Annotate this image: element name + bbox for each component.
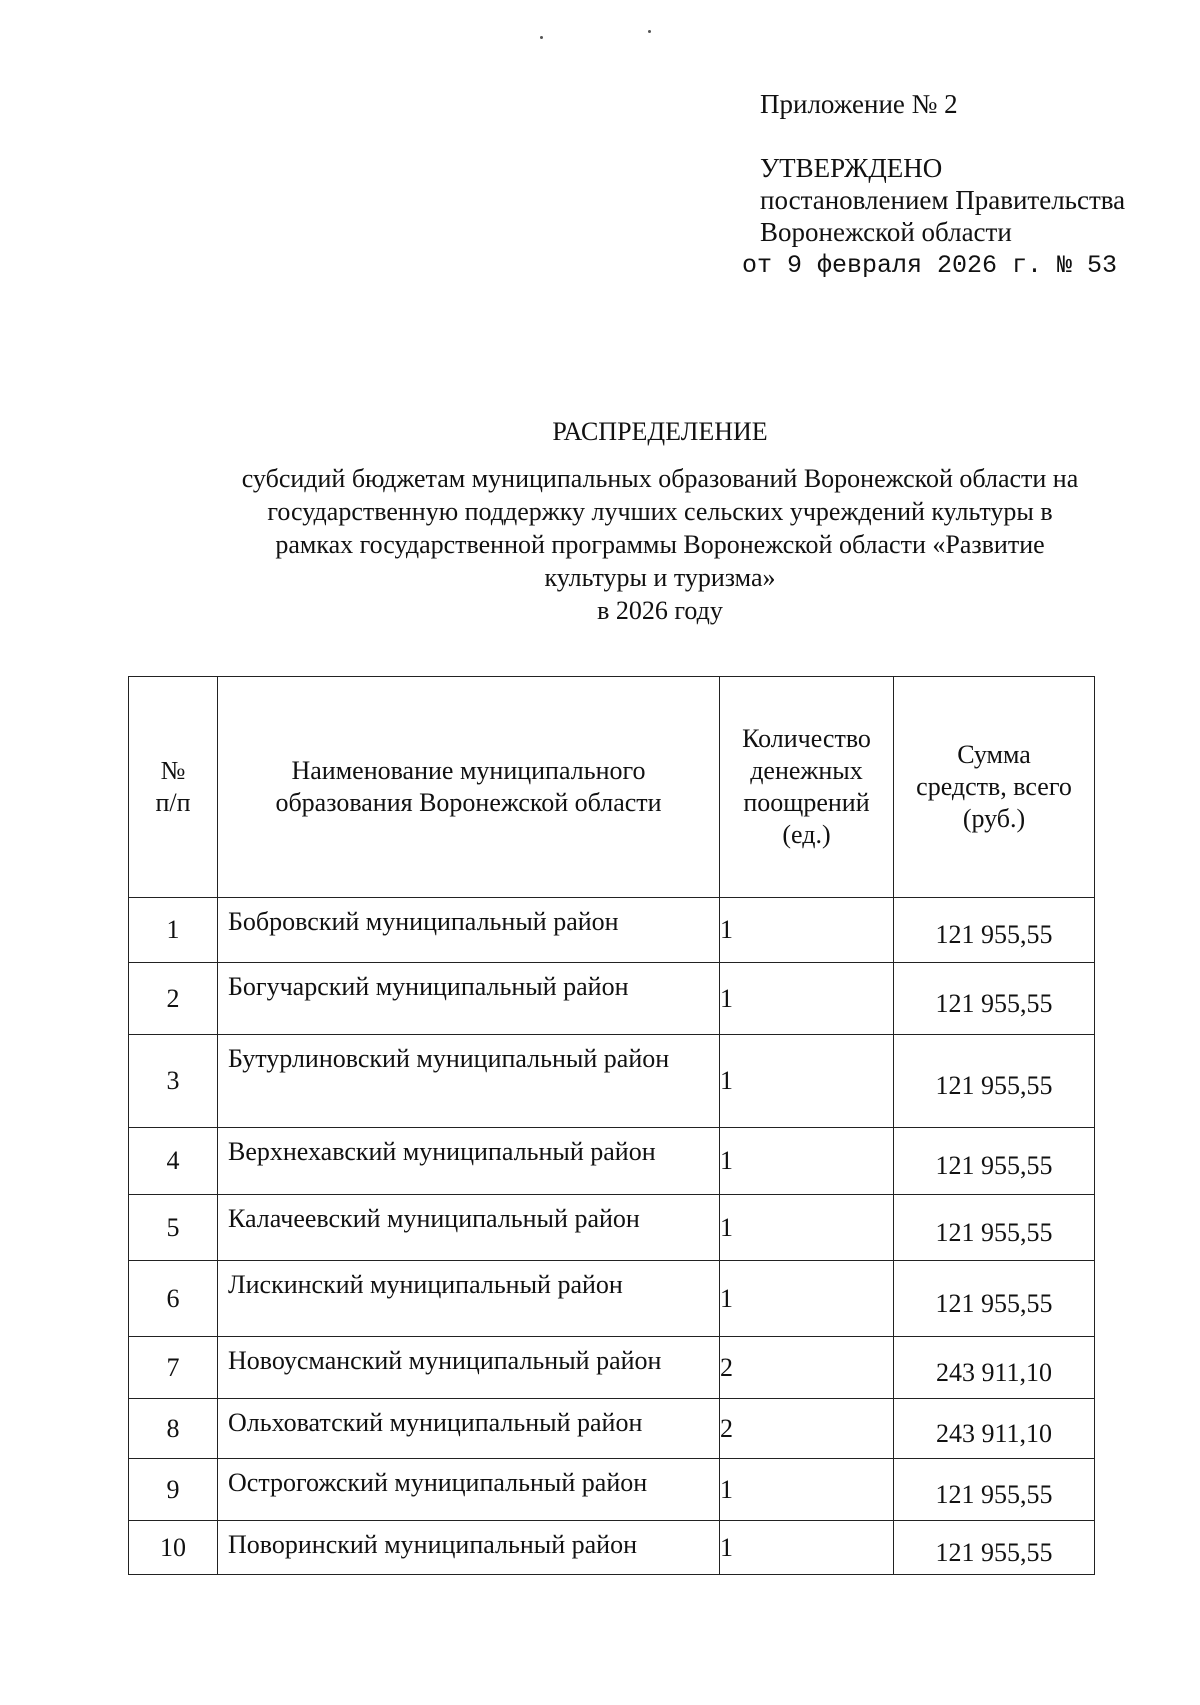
row-award-count: 1	[720, 1521, 894, 1575]
table-row	[129, 1521, 1095, 1575]
title-line: государственную поддержку лучших сельских учреждений культуры в	[267, 497, 1053, 526]
decree-date: от 9 февраля 2026 г. № 53	[742, 251, 1118, 280]
row-municipality-name: Лискинский муниципальный район	[218, 1261, 720, 1337]
row-municipality-name: Ольховатский муниципальный район	[218, 1399, 720, 1459]
row-total-sum: 121 955,55	[894, 1035, 1095, 1128]
row-total-sum: 121 955,55	[894, 963, 1095, 1035]
table-row	[129, 1035, 1095, 1128]
row-number: 3	[129, 1035, 218, 1128]
table-row	[129, 1459, 1095, 1521]
table-row	[129, 963, 1095, 1035]
approved-label: УТВЕРЖДЕНО	[760, 153, 943, 183]
row-total-sum: 121 955,55	[894, 1195, 1095, 1261]
row-number: 5	[129, 1195, 218, 1261]
row-municipality-name: Новоусманский муниципальный район	[218, 1337, 720, 1399]
approved-by-line: постановлением Правительства	[760, 185, 1126, 215]
row-total-sum: 121 955,55	[894, 1261, 1095, 1337]
row-number: 8	[129, 1399, 218, 1459]
table-row	[129, 1195, 1095, 1261]
distribution-table	[128, 676, 1095, 1575]
row-number: 10	[129, 1521, 218, 1575]
row-total-sum: 121 955,55	[894, 1128, 1095, 1195]
row-total-sum: 243 911,10	[894, 1399, 1095, 1459]
row-number: 4	[129, 1128, 218, 1195]
row-award-count: 1	[720, 963, 894, 1035]
approved-by-line: Воронежской области	[760, 217, 1012, 247]
table-header-row	[129, 677, 1095, 898]
row-total-sum: 121 955,55	[894, 1521, 1095, 1575]
title-main: РАСПРЕДЕЛЕНИЕ	[552, 417, 768, 446]
row-number: 6	[129, 1261, 218, 1337]
row-award-count: 1	[720, 1261, 894, 1337]
table-row	[129, 1399, 1095, 1459]
row-municipality-name: Бобровский муниципальный район	[218, 898, 720, 963]
column-header-number: № п/п	[129, 677, 218, 898]
row-total-sum: 121 955,55	[894, 1459, 1095, 1521]
row-award-count: 2	[720, 1399, 894, 1459]
column-header-name: Наименование муниципального образования Воронежской области	[218, 677, 720, 898]
row-award-count: 1	[720, 1195, 894, 1261]
row-award-count: 1	[720, 1035, 894, 1128]
row-total-sum: 121 955,55	[894, 898, 1095, 963]
table-row	[129, 898, 1095, 963]
row-total-sum: 243 911,10	[894, 1337, 1095, 1399]
row-number: 9	[129, 1459, 218, 1521]
table-row	[129, 1337, 1095, 1399]
column-header-sum: Сумма средств, всего (руб.)	[894, 677, 1095, 898]
row-award-count: 2	[720, 1337, 894, 1399]
row-award-count: 1	[720, 1459, 894, 1521]
table-row	[129, 1128, 1095, 1195]
title-line: рамках государственной программы Воронежской области «Развитие	[275, 530, 1045, 559]
scan-speck	[540, 36, 543, 39]
row-municipality-name: Верхнехавский муниципальный район	[218, 1128, 720, 1195]
title-line: культуры и туризма»	[544, 563, 776, 592]
appendix-label: Приложение № 2	[760, 89, 958, 119]
row-number: 7	[129, 1337, 218, 1399]
row-municipality-name: Бутурлиновский муниципальный район	[218, 1035, 720, 1128]
row-municipality-name: Острогожский муниципальный район	[218, 1459, 720, 1521]
row-award-count: 1	[720, 898, 894, 963]
row-number: 2	[129, 963, 218, 1035]
row-award-count: 1	[720, 1128, 894, 1195]
row-number: 1	[129, 898, 218, 963]
row-municipality-name: Богучарский муниципальный район	[218, 963, 720, 1035]
scan-speck	[648, 30, 651, 33]
row-municipality-name: Поворинский муниципальный район	[218, 1521, 720, 1575]
row-municipality-name: Калачеевский муниципальный район	[218, 1195, 720, 1261]
title-line: субсидий бюджетам муниципальных образований Воронежской области на	[241, 464, 1079, 493]
table-row	[129, 1261, 1095, 1337]
column-header-count: Количество денежных поощрений (ед.)	[720, 677, 894, 898]
title-line: в 2026 году	[597, 596, 723, 625]
